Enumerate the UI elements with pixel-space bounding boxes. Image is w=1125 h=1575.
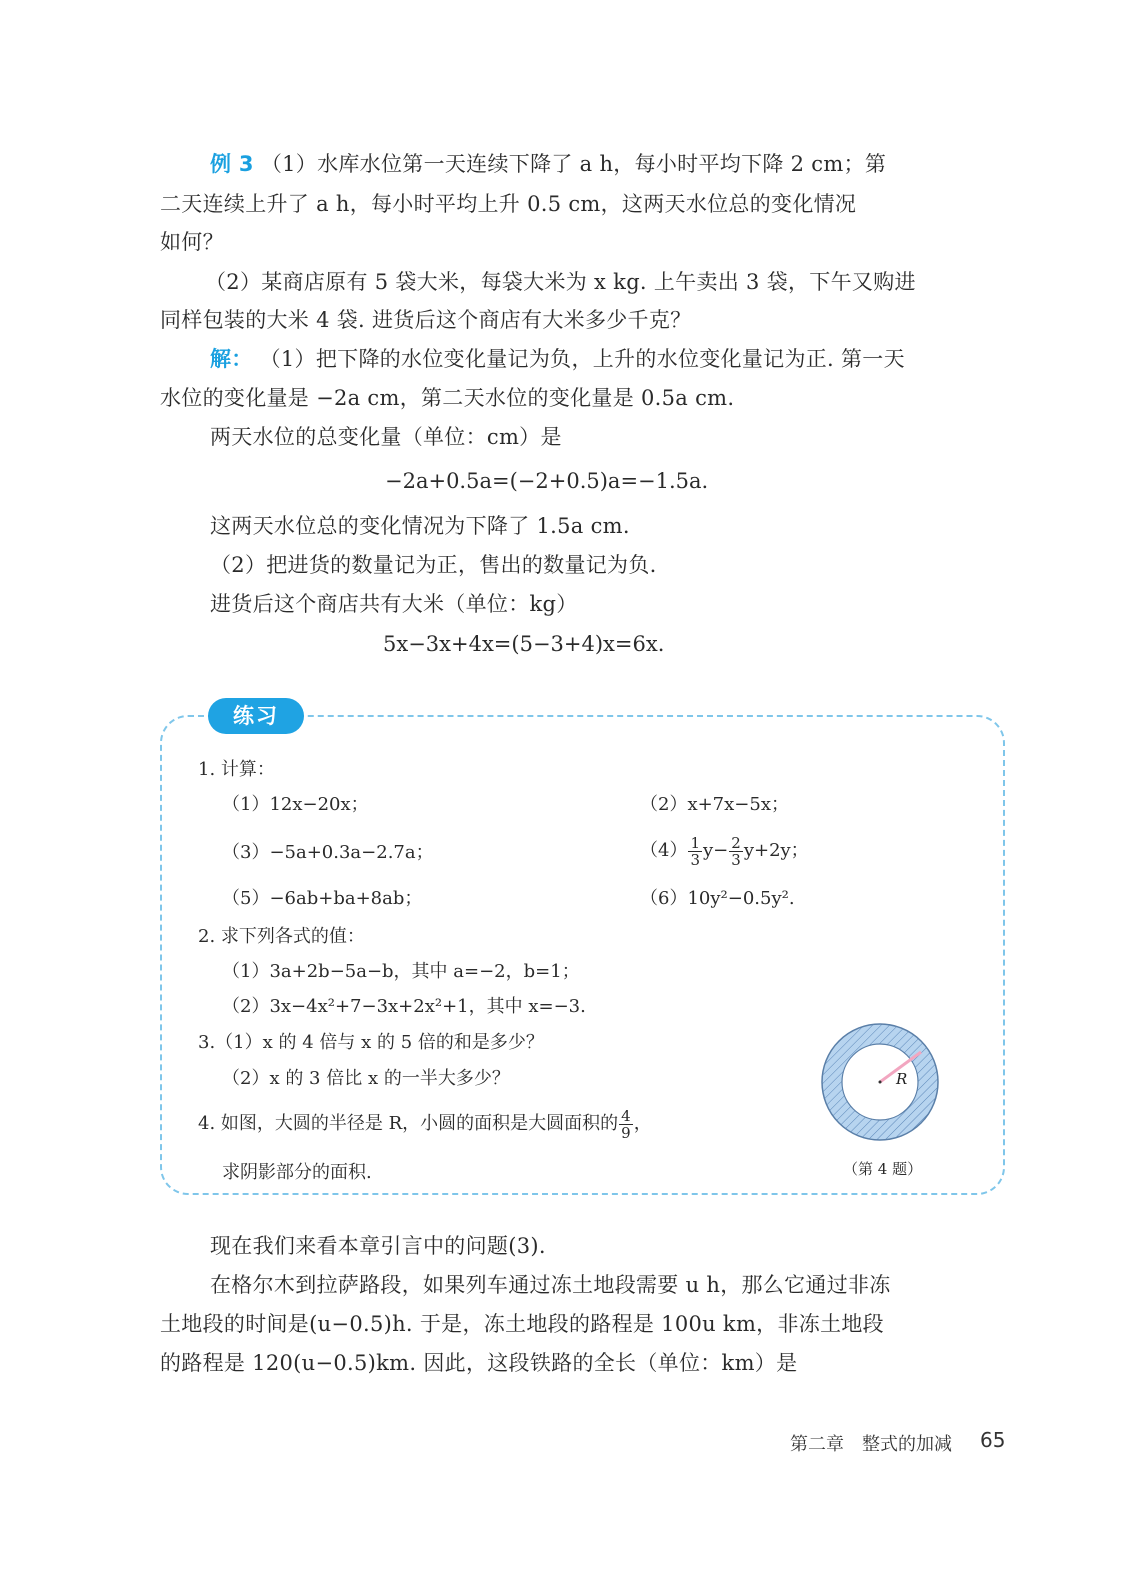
practice-title: 练习 [208, 698, 304, 734]
annulus-figure [818, 1020, 942, 1144]
example-q1-line2: 二天连续上升了 a h，每小时平均上升 0.5 cm，这两天水位总的变化情况 [160, 192, 857, 216]
fraction-four-ninths: $\frac{4}{9}$ [621, 1106, 631, 1142]
page-number: 65 [980, 1428, 1006, 1452]
example-q1-line3: 如何？ [160, 230, 224, 254]
fraction-two-thirds: $\frac{2}{3}$ [731, 833, 741, 869]
practice-q2-item1: （1）3a+2b−5a−b，其中 a=−2，b=1； [222, 961, 580, 982]
practice-q2-label: 2. 求下列各式的值： [198, 926, 365, 947]
fraction-one-third: $\frac{1}{3}$ [690, 833, 700, 869]
body-p1: 现在我们来看本章引言中的问题(3). [210, 1234, 546, 1258]
body-p2-line2: 土地段的时间是(u−0.5)h. 于是，冻土地段的路程是 100u km，非冻土地段 [160, 1312, 884, 1336]
radius-label: R [896, 1070, 908, 1088]
example-q1-line1: （1）水库水位第一天连续下降了 a h，每小时平均下降 2 cm；第 [260, 152, 887, 176]
practice-q1-item6: （6）10y²−0.5y². [640, 888, 795, 909]
practice-q1-item3: （3）−5a+0.3a−2.7a； [222, 842, 434, 863]
solution-label: 解： [210, 347, 253, 371]
equation-2: 5x−3x+4x=(5−3+4)x=6x. [383, 632, 665, 656]
solution-s1-line4: 这两天水位总的变化情况为下降了 1.5a cm. [210, 514, 630, 538]
body-p2-line1: 在格尔木到拉萨路段，如果列车通过冻土地段需要 u h，那么它通过非冻 [210, 1273, 891, 1297]
body-p2-line3: 的路程是 120(u−0.5)km. 因此，这段铁路的全长（单位：km）是 [160, 1351, 798, 1375]
practice-q1-label: 1. 计算： [198, 759, 275, 780]
practice-q1-item1: （1）12x−20x； [222, 794, 369, 815]
practice-q1-item4: （4） $\frac{1}{3}$ y− $\frac{2}{3}$ y+2y； [640, 833, 809, 869]
figure-caption: （第 4 题） [843, 1160, 923, 1178]
equation-1: −2a+0.5a=(−2+0.5)a=−1.5a. [385, 469, 709, 493]
solution-s1-line1: （1）把下降的水位变化量记为负，上升的水位变化量记为正. 第一天 [259, 347, 905, 371]
practice-q3-item1: 3.（1）x 的 4 倍与 x 的 5 倍的和是多少？ [198, 1032, 544, 1053]
footer-chapter: 第二章 整式的加减 [790, 1434, 952, 1455]
example-label: 例 3 [210, 152, 254, 176]
practice-q2-item2: （2）3x−4x²+7−3x+2x²+1，其中 x=−3. [222, 996, 586, 1017]
solution-line-1 [210, 345, 905, 373]
example-q2-line2: 同样包装的大米 4 袋. 进货后这个商店有大米多少千克？ [160, 308, 692, 332]
practice-q4-line2: 求阴影部分的面积. [222, 1162, 372, 1183]
practice-q3-item2: （2）x 的 3 倍比 x 的一半大多少？ [222, 1068, 510, 1089]
practice-q4-line1: 4. 如图，大圆的半径是 R，小圆的面积是大圆面积的 $\frac{4}{9}$ ， [198, 1106, 652, 1142]
solution-s2-line1: （2）把进货的数量记为正，售出的数量记为负. [210, 553, 657, 577]
solution-s1-line2: 水位的变化量是 −2a cm，第二天水位的变化量是 0.5a cm. [160, 386, 735, 410]
example-q2-line1: （2）某商店原有 5 袋大米，每袋大米为 x kg. 上午卖出 3 袋，下午又购进 [205, 270, 916, 294]
solution-s1-line3: 两天水位的总变化量（单位：cm）是 [210, 425, 562, 449]
practice-q1-item2: （2）x+7x−5x； [640, 794, 789, 815]
practice-q1-item5: （5）−6ab+ba+8ab； [222, 888, 423, 909]
example-line-1 [210, 150, 886, 178]
solution-s2-line2: 进货后这个商店共有大米（单位：kg） [210, 592, 578, 616]
center-point [879, 1081, 882, 1084]
